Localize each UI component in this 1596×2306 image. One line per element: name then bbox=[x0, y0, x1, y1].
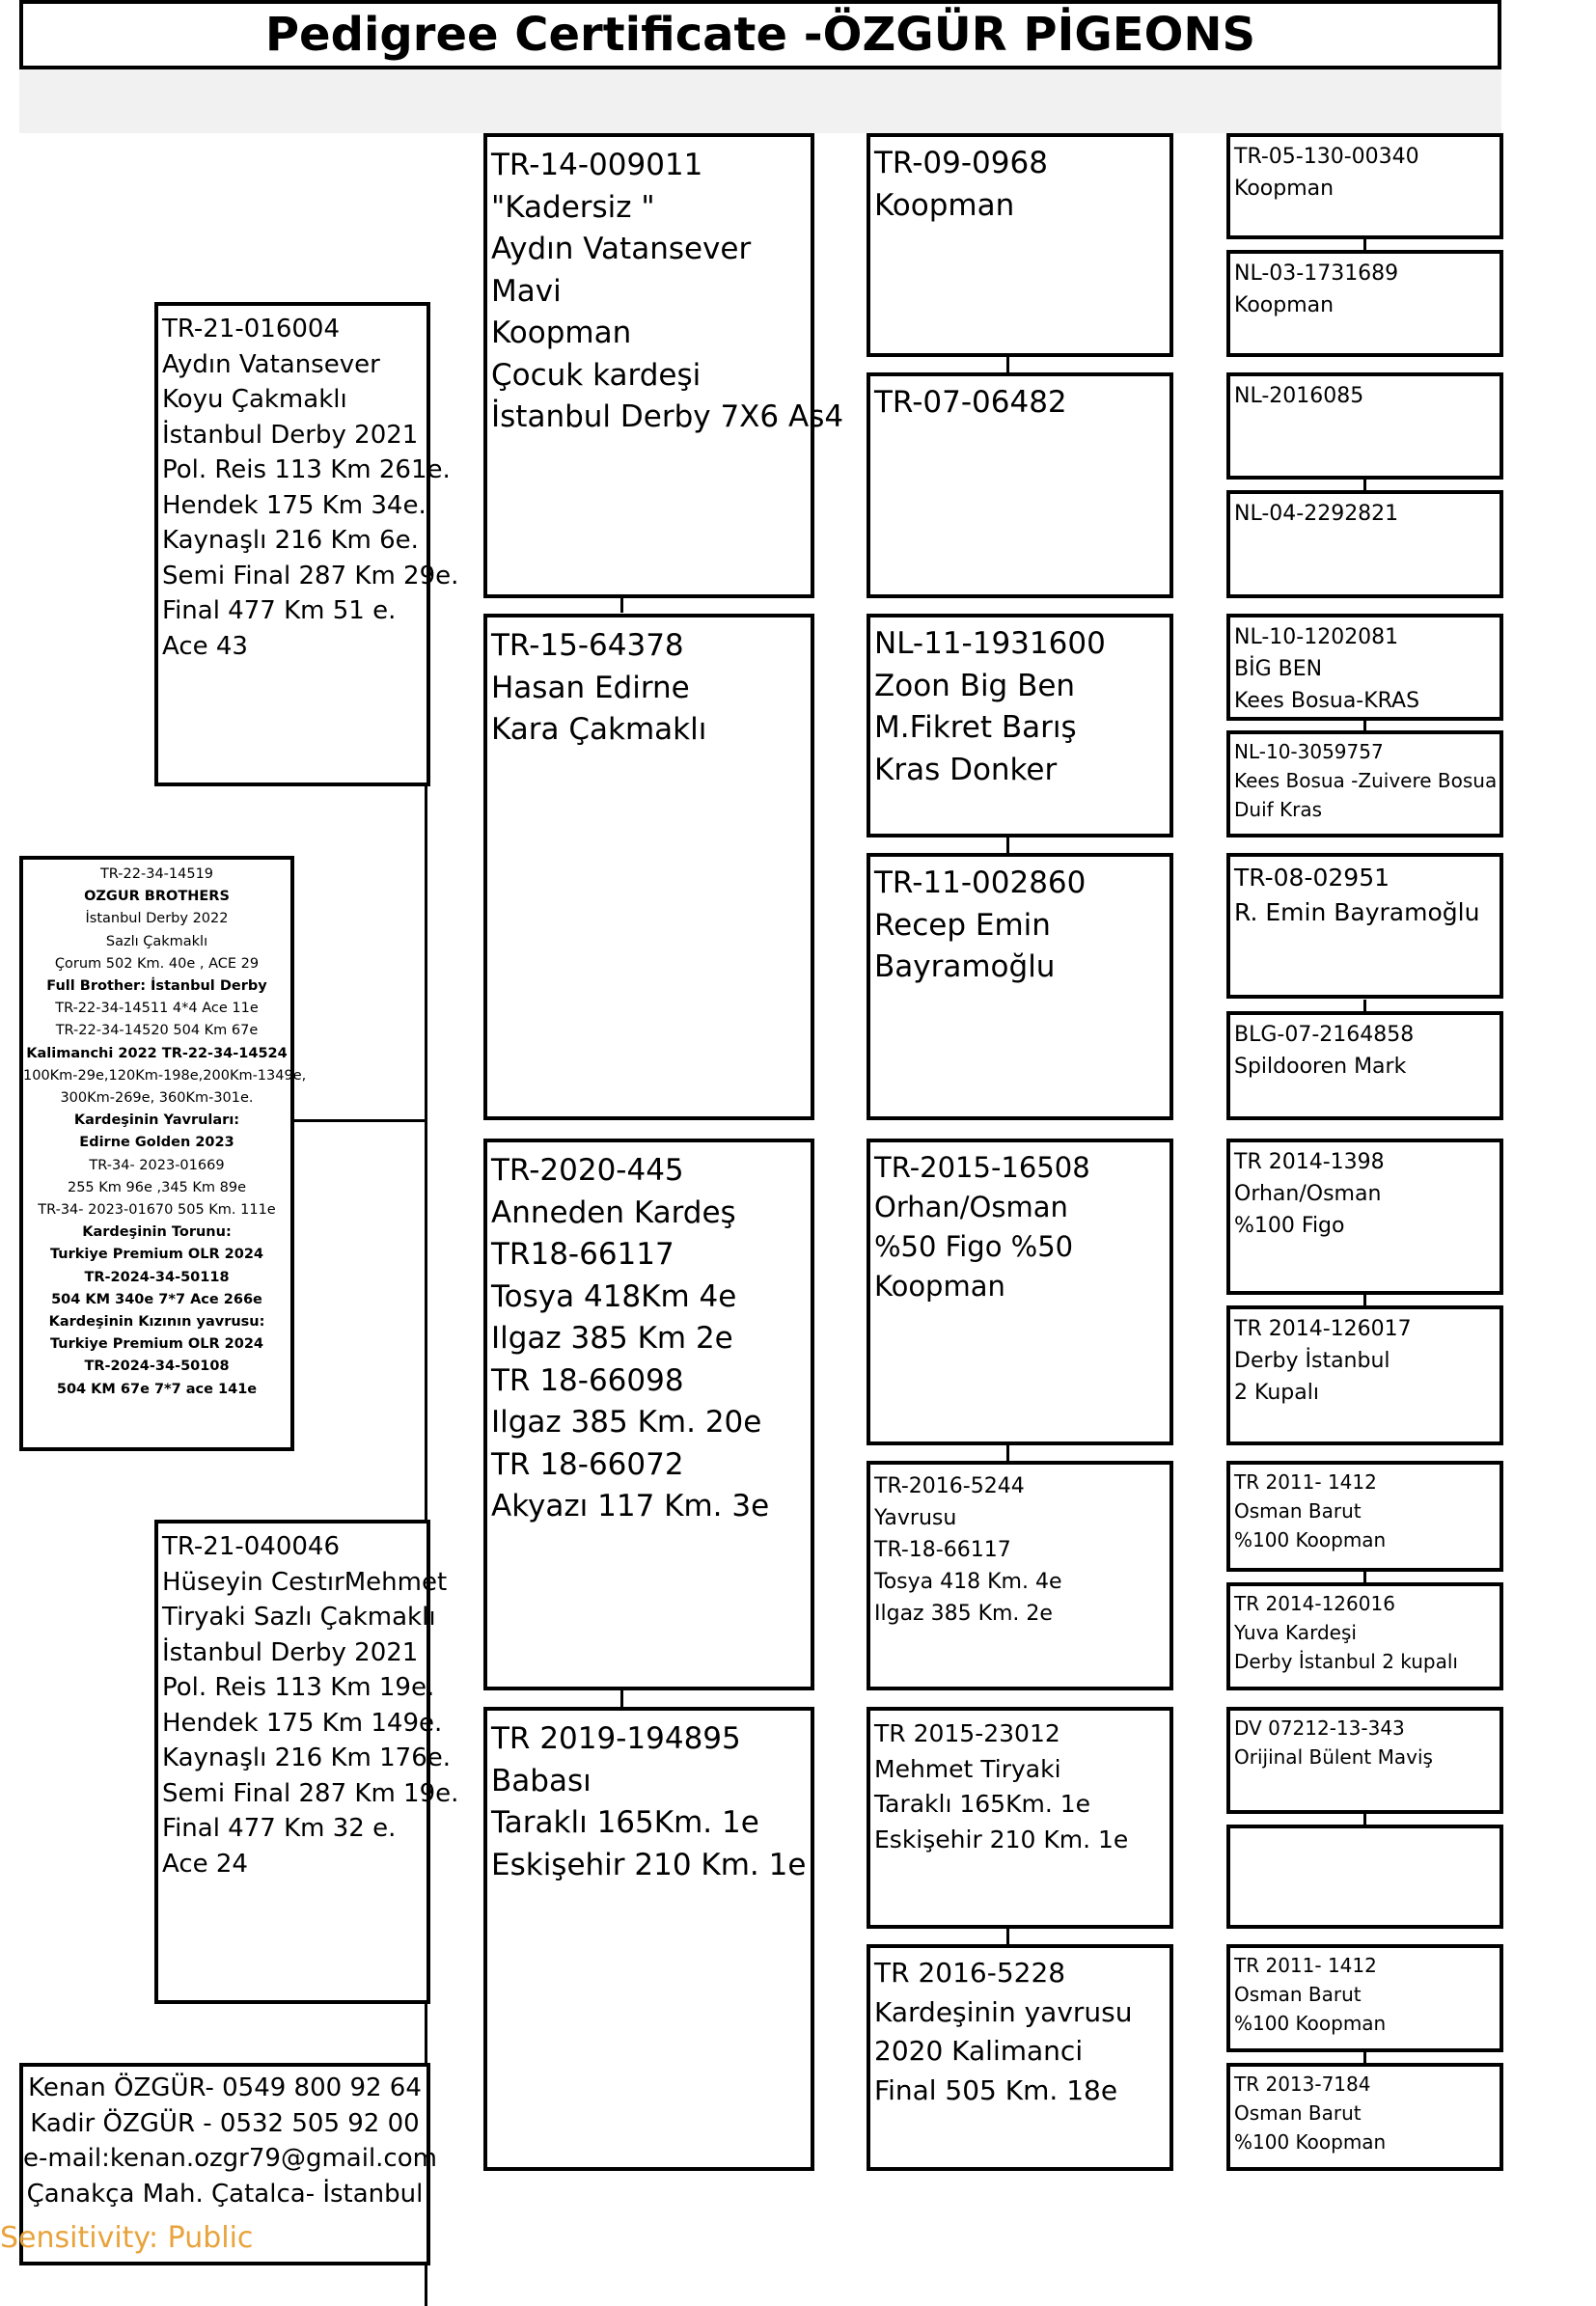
gen4-box bbox=[1226, 2063, 1503, 2171]
gen4-line: %100 Koopman bbox=[1234, 1528, 1387, 1551]
gen4-line: BİG BEN bbox=[1234, 657, 1323, 681]
dam-line: Hüseyin CestırMehmet bbox=[162, 1567, 448, 1597]
dam-line: Kaynaşlı 216 Km 176e. bbox=[162, 1743, 451, 1772]
sire-line: TR-21-016004 bbox=[162, 315, 340, 343]
page-title: Pedigree Certificate -ÖZGÜR PİGEONS bbox=[264, 8, 1256, 62]
gen2-box bbox=[483, 1707, 814, 2171]
gen4-line: %100 Koopman bbox=[1234, 2130, 1387, 2154]
gen3-line: Kardeşinin yavrusu bbox=[874, 1995, 1133, 2028]
dam-line: Ace 24 bbox=[162, 1849, 248, 1879]
subject-line: TR-34- 2023-01670 505 Km. 111e bbox=[38, 1202, 276, 1219]
sire-line: Pol. Reis 113 Km 261e. bbox=[162, 455, 451, 484]
gen3-line: TR 2015-23012 bbox=[874, 1719, 1060, 1747]
gen4-line: TR 2013-7184 bbox=[1234, 2073, 1371, 2096]
subject-line: Kardeşinin Kızının yavrusu: bbox=[48, 1314, 265, 1331]
gen2-line: "Kadersiz " bbox=[491, 189, 655, 225]
connector bbox=[620, 1688, 623, 1708]
gen4-line: NL-10-3059757 bbox=[1234, 740, 1384, 763]
contact-line: Kadir ÖZGÜR - 0532 505 92 00 bbox=[30, 2108, 420, 2138]
gen3-line: Bayramoğlu bbox=[874, 949, 1056, 984]
gen4-line: 2 Kupalı bbox=[1234, 1381, 1319, 1405]
gen3-line: Mehmet Tiryaki bbox=[874, 1754, 1061, 1783]
gen4-box bbox=[1226, 1944, 1503, 2052]
gen4-line: Orhan/Osman bbox=[1234, 1182, 1382, 1206]
gen2-line: TR 18-66098 bbox=[491, 1362, 684, 1398]
subject-line: 504 KM 340e 7*7 Ace 266e bbox=[51, 1291, 262, 1307]
gen4-line: %100 Koopman bbox=[1234, 2012, 1387, 2035]
gen4-line: Yuva Kardeşi bbox=[1234, 1621, 1357, 1644]
gen4-line: NL-10-1202081 bbox=[1234, 625, 1399, 649]
gen2-line: TR-2020-445 bbox=[491, 1153, 684, 1188]
gen2-line: Koopman bbox=[491, 316, 632, 350]
gen4-line: BLG-07-2164858 bbox=[1234, 1023, 1415, 1047]
dam-line: Final 477 Km 32 e. bbox=[162, 1814, 397, 1843]
gen2-line: TR 18-66072 bbox=[491, 1446, 684, 1482]
subject-line: Kardeşinin Torunu: bbox=[82, 1224, 232, 1241]
gen2-line: Ilgaz 385 Km 2e bbox=[491, 1321, 733, 1356]
subject-line: Edirne Golden 2023 bbox=[79, 1135, 234, 1151]
gen4-box bbox=[1226, 490, 1503, 598]
gen3-line: Koopman bbox=[874, 187, 1015, 223]
sire-line: Kaynaşlı 216 Km 6e. bbox=[162, 526, 419, 555]
gen4-box bbox=[1226, 614, 1503, 721]
gen4-box bbox=[1226, 1707, 1503, 1814]
gen4-line: Kees Bosua -Zuivere Bosua bbox=[1234, 769, 1498, 792]
connector bbox=[1006, 836, 1009, 855]
gen3-line: TR-07-06482 bbox=[874, 385, 1067, 420]
subject-line: 100Km-29e,120Km-198e,200Km-1349e, bbox=[23, 1067, 307, 1084]
subject-line: Turkiye Premium OLR 2024 bbox=[49, 1247, 264, 1263]
gen4-line: NL-04-2292821 bbox=[1234, 502, 1399, 526]
gen4-box bbox=[1226, 1461, 1503, 1572]
sire-line: Hendek 175 Km 34e. bbox=[162, 490, 427, 520]
gen4-line: TR-08-02951 bbox=[1234, 864, 1390, 892]
subject-line: OZGUR BROTHERS bbox=[84, 889, 230, 905]
gen2-line: Ilgaz 385 Km. 20e bbox=[491, 1405, 762, 1440]
subject-bird-box bbox=[19, 856, 307, 1451]
subject-line: Çorum 502 Km. 40e , ACE 29 bbox=[54, 955, 260, 972]
connector bbox=[1006, 355, 1009, 374]
gen3-line: Yavrusu bbox=[874, 1506, 957, 1530]
gen3-line: TR-11-002860 bbox=[874, 865, 1087, 900]
gen3-line: %50 Figo %50 bbox=[874, 1230, 1074, 1263]
gen2-line: Taraklı 165Km. 1e bbox=[491, 1805, 759, 1840]
gen4-box bbox=[1226, 1139, 1503, 1295]
gen3-line: Taraklı 165Km. 1e bbox=[874, 1790, 1091, 1818]
subject-line: Turkiye Premium OLR 2024 bbox=[49, 1336, 264, 1353]
gen3-line: Koopman bbox=[874, 1270, 1005, 1303]
gen4-line: DV 07212-13-343 bbox=[1234, 1716, 1405, 1740]
gen4-box bbox=[1226, 372, 1503, 480]
subject-line: TR-22-34-14511 4*4 Ace 11e bbox=[55, 1001, 259, 1017]
gen2-line: Mavi bbox=[491, 273, 562, 309]
gen4-box bbox=[1226, 1305, 1503, 1445]
dam-line: Pol. Reis 113 Km 19e. bbox=[162, 1673, 435, 1702]
gen4-line: TR 2014-1398 bbox=[1234, 1150, 1385, 1174]
sensitivity-label: Sensitivity: Public bbox=[0, 2221, 254, 2255]
subject-line: TR-2024-34-50118 bbox=[84, 1269, 230, 1285]
contact-line: Kenan ÖZGÜR- 0549 800 92 64 bbox=[28, 2073, 422, 2102]
subject-line: 255 Km 96e ,345 Km 89e bbox=[67, 1179, 247, 1195]
gen4-line: Kees Bosua-KRAS bbox=[1234, 689, 1420, 713]
connector bbox=[1006, 1443, 1009, 1463]
gen3-line: Final 505 Km. 18e bbox=[874, 2073, 1118, 2106]
gen2-line: TR-15-64378 bbox=[491, 628, 684, 663]
gen3-line: Zoon Big Ben bbox=[874, 668, 1076, 703]
gen3-line: M.Fikret Barış bbox=[874, 710, 1077, 745]
gen3-box bbox=[867, 1944, 1173, 2171]
gen4-line: NL-2016085 bbox=[1234, 384, 1364, 408]
gen2-line: TR 2019-194895 bbox=[491, 1721, 741, 1756]
subject-line: TR-34- 2023-01669 bbox=[89, 1157, 225, 1173]
gen3-line: Recep Emin bbox=[874, 907, 1051, 943]
sire-line: Aydın Vatansever bbox=[162, 349, 380, 379]
subject-line: Sazlı Çakmaklı bbox=[105, 933, 208, 949]
gen4-line: TR 2011- 1412 bbox=[1234, 1470, 1377, 1494]
gen4-line: %100 Figo bbox=[1234, 1214, 1345, 1238]
gen2-line: TR-14-009011 bbox=[491, 148, 703, 182]
gen4-line: Osman Barut bbox=[1234, 1983, 1362, 2006]
gen4-line: Derby İstanbul bbox=[1234, 1349, 1390, 1373]
subject-line: 300Km-269e, 360Km-301e. bbox=[60, 1090, 254, 1107]
sire-line: Final 477 Km 51 e. bbox=[162, 596, 397, 625]
gen3-line: TR-09-0968 bbox=[874, 146, 1048, 180]
dam-line: İstanbul Derby 2021 bbox=[162, 1637, 419, 1667]
gen2-line: Aydın Vatansever bbox=[491, 232, 752, 266]
subject-line: Kalimanchi 2022 TR-22-34-14524 bbox=[26, 1045, 288, 1061]
title-box bbox=[19, 0, 1501, 69]
gen3-line: TR-18-66117 bbox=[874, 1538, 1011, 1562]
gen2-line: TR18-66117 bbox=[491, 1237, 674, 1272]
contact-line: Çanakça Mah. Çatalca- İstanbul bbox=[26, 2179, 424, 2209]
gen2-line: Kara Çakmaklı bbox=[491, 712, 707, 747]
gen2-line: Hasan Edirne bbox=[491, 670, 690, 705]
gen2-box bbox=[483, 1139, 814, 1690]
gen2-line: Çocuk kardeşi bbox=[491, 357, 702, 393]
gen4-box bbox=[1226, 1011, 1503, 1120]
subject-line: TR-22-34-14520 504 Km 67e bbox=[55, 1023, 259, 1039]
gen2-line: İstanbul Derby 7X6 As4 bbox=[491, 399, 844, 434]
sire-line: İstanbul Derby 2021 bbox=[162, 420, 419, 450]
gen3-box bbox=[867, 614, 1173, 837]
gen4-line: TR 2011- 1412 bbox=[1234, 1954, 1377, 1977]
gen4-box bbox=[1226, 853, 1503, 999]
gen4-box bbox=[1226, 1582, 1503, 1690]
gen3-line: NL-11-1931600 bbox=[874, 626, 1106, 661]
gen4-line: Duif Kras bbox=[1234, 798, 1323, 821]
sire-line: Koyu Çakmaklı bbox=[162, 385, 347, 414]
dam-box bbox=[154, 1520, 459, 2004]
sire-line: Ace 43 bbox=[162, 631, 248, 661]
gen3-line: Tosya 418 Km. 4e bbox=[874, 1570, 1062, 1594]
gen4-line: NL-03-1731689 bbox=[1234, 261, 1399, 286]
gen4-line: Derby İstanbul 2 kupalı bbox=[1234, 1650, 1458, 1673]
sire-box bbox=[154, 302, 459, 786]
gen4-box bbox=[1226, 133, 1503, 239]
gen4-line: R. Emin Bayramoğlu bbox=[1234, 898, 1480, 926]
gen3-line: Kras Donker bbox=[874, 752, 1058, 787]
subject-line: Kardeşinin Yavruları: bbox=[73, 1112, 240, 1129]
sire-line: Semi Final 287 Km 29e. bbox=[162, 561, 459, 590]
dam-line: Tiryaki Sazlı Çakmaklı bbox=[162, 1603, 436, 1632]
subject-line: Full Brother: İstanbul Derby bbox=[46, 978, 267, 995]
contact-line: e-mail:kenan.ozgr79@gmail.com bbox=[23, 2144, 437, 2173]
gen4-line: Orijinal Bülent Maviş bbox=[1234, 1745, 1433, 1769]
gen2-line: Akyazı 117 Km. 3e bbox=[491, 1489, 770, 1524]
gen3-line: TR 2016-5228 bbox=[874, 1957, 1066, 1989]
gen3-line: TR-2015-16508 bbox=[874, 1151, 1090, 1184]
gen3-box bbox=[867, 1461, 1173, 1690]
gen4-line: Osman Barut bbox=[1234, 2101, 1362, 2125]
gen3-box bbox=[867, 372, 1173, 598]
gen3-box bbox=[867, 853, 1173, 1120]
gen2-line: Tosya 418Km 4e bbox=[491, 1278, 737, 1314]
gen4-line: Koopman bbox=[1234, 177, 1335, 201]
gen4-line: TR 2014-126016 bbox=[1234, 1592, 1395, 1615]
gen3-box bbox=[867, 1707, 1173, 1929]
gen4-line: Spildooren Mark bbox=[1234, 1055, 1407, 1079]
gen4-line: Osman Barut bbox=[1234, 1499, 1362, 1523]
gen4-box bbox=[1226, 250, 1503, 357]
subject-line: TR-2024-34-50108 bbox=[84, 1359, 230, 1375]
connector bbox=[1006, 1927, 1009, 1946]
gen3-box bbox=[867, 133, 1173, 357]
gen3-line: Orhan/Osman bbox=[874, 1191, 1068, 1223]
gen4-line: TR 2014-126017 bbox=[1234, 1317, 1412, 1341]
subject-line: İstanbul Derby 2022 bbox=[85, 911, 229, 927]
gen2-line: Anneden Kardeş bbox=[491, 1194, 736, 1230]
gen3-line: TR-2016-5244 bbox=[874, 1474, 1025, 1498]
dam-line: Semi Final 287 Km 19e. bbox=[162, 1778, 459, 1808]
gen2-line: Babası bbox=[491, 1763, 592, 1798]
gen4-line: Koopman bbox=[1234, 293, 1335, 317]
dam-line: Hendek 175 Km 149e. bbox=[162, 1708, 443, 1738]
gen3-box bbox=[867, 1139, 1173, 1445]
subject-line: 504 KM 67e 7*7 ace 141e bbox=[56, 1381, 258, 1397]
gen2-box bbox=[483, 133, 844, 598]
connector bbox=[290, 1119, 426, 1122]
gen3-line: Eskişehir 210 Km. 1e bbox=[874, 1825, 1129, 1853]
gen4-box-empty bbox=[1226, 1825, 1503, 1929]
gen2-box bbox=[483, 614, 814, 1120]
subject-line: TR-22-34-14519 bbox=[99, 866, 214, 882]
gen4-box bbox=[1226, 730, 1503, 837]
header-band bbox=[19, 69, 1501, 133]
gen2-line: Eskişehir 210 Km. 1e bbox=[491, 1847, 807, 1882]
gen3-line: 2020 Kalimanci bbox=[874, 2035, 1084, 2067]
dam-line: TR-21-040046 bbox=[162, 1532, 340, 1561]
gen3-line: Ilgaz 385 Km. 2e bbox=[874, 1602, 1053, 1626]
gen4-line: TR-05-130-00340 bbox=[1234, 145, 1419, 169]
